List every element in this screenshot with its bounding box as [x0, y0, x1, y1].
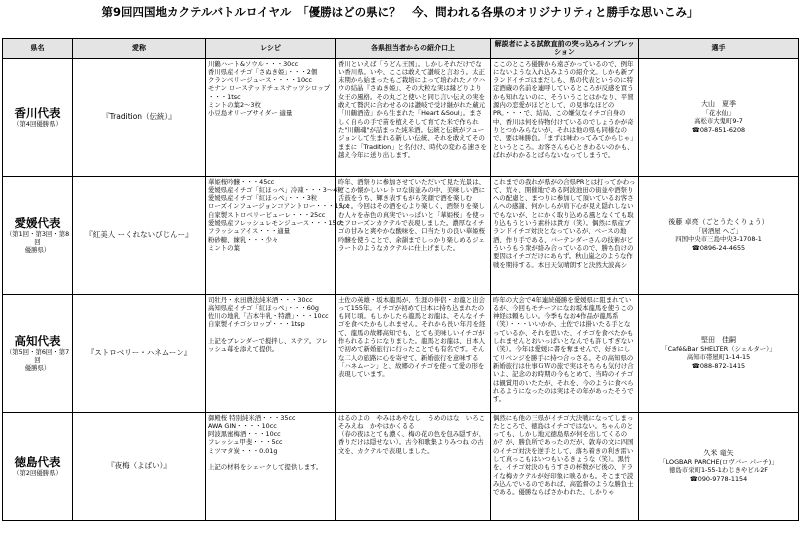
prefecture-name: 徳島代表 — [14, 455, 61, 470]
prefecture-note: 優勝県） — [24, 364, 51, 373]
bartender-name: 後藤 卓亮（ごとうたくりょう） — [668, 218, 769, 227]
header-player: 選手 — [639, 39, 799, 59]
impression-text: 昨年の大会で4年連続優勝を愛媛県に阻まれているが、今回もモチーフになお坂本龍馬を使うこの神経は頼もしい。今季もなお4作品が龍馬系（笑）・・・いいかか、土佐では掛いたる手となっているか、それを思いた、イチゴを食べたかもしれませんとおいっぱいとなんでも許しすぎない（笑）。今年は愛媛に書を奪ませんで、好きにしてリベンジを勝手に持つ合っさる。その高知県の新婚旅行は仕事ＧＷの旅で実はそちらも気付け合いよ、記念のお時期の今もとめて、当時のイチゴは観賞用のいたたが、それを、今のように食べられるようになったのは実はその年があったそうです。 — [491, 294, 639, 412]
recipe-line: 華姫桜吟醸・・・45cc — [208, 177, 275, 186]
bar-phone: ☎090-9778-1154 — [689, 474, 748, 483]
recipe-line: 高知県産イチゴ「紅ほっぺ」・・・60g — [208, 303, 319, 312]
recipe-cell — [206, 412, 336, 520]
recipe-spacer — [208, 329, 333, 337]
recipe-line: AWA GIN・・・・10cc — [208, 421, 277, 430]
prefecture-cell — [3, 58, 73, 176]
recipe-line: 自家製ストロベリーピューレ・・・25cc — [208, 210, 326, 219]
recipe-line: フラッシュアイス・・・適量 — [208, 227, 291, 236]
table-row — [3, 294, 799, 412]
bartender-name: 久米 竜矢 — [703, 449, 734, 458]
recipe-line: 愛媛県産フレッシュレモンジュース・・・15cc — [208, 219, 344, 228]
recipe-line: 御殿桜 特別純米酒・・・35cc — [208, 413, 296, 422]
recipe-line: 粉砂糖、練乳・・・少々 — [208, 235, 279, 244]
table-row — [3, 412, 799, 520]
prefecture-name: 高知代表 — [14, 334, 61, 349]
recipe-line: ミントの葉 — [208, 243, 240, 252]
prefecture-note: （第4回優勝県） — [13, 120, 62, 129]
page-title: 第9回四国地カクテルバトルロイヤル 「優勝はどの県に？ 今、問われる各県のオリジナリティと勝手な思いこみ」 — [101, 5, 699, 19]
recipe-line: 自家製イチゴシロップ・・・1tsp — [208, 320, 305, 329]
recipe-line: 愛媛県産イチゴ「紅ほっぺ」冷凍・・・3～4粒 — [208, 185, 344, 194]
recipe-note: 上記の材料をシェークして提供します。 — [208, 463, 323, 472]
prefecture-note: （第1回・第3回・第8回 — [5, 230, 70, 247]
recipe-spacer — [208, 455, 333, 463]
recipe-line: ミントの葉2～3枚 — [208, 101, 261, 110]
intro-text: 香川といえば「うどん王国」。しかしそれだけでない香川県。いや、ここは敢えて讃岐と言おう。太正末期から始まったもご栽培によって培われたノウハウの結晶『さぬき姫』、その大粒な実は縁どりより女王の風格。その丸ごと使いと同じ言い伝えの実を敢えて贅沢に合わせるのは讃岐で受け継がれた蔵元「川鶴酒造」から生まれた「Heart &Soul」。まさしく自らの手で苗を植えそして育てた米で作られた"川鶴魂"が詰まった純米酒。伝統と伝統がフュージョンして生まれる新しい伝統、それを敢えてそのままに「Tradition」と名付け、時代の変わる速さを越え今年に送り出します。 — [336, 58, 491, 176]
prefecture-note: （第2回優勝県） — [13, 469, 62, 478]
recipe-line: ローズインフュージョンコアントロー・・・15cc — [208, 202, 350, 211]
cocktail-name: 『紅美人 ーくれないびじんー』 — [73, 176, 206, 294]
player-cell — [639, 58, 799, 176]
recipe-line: モナン ローステッドチェスナッツシロップ — [208, 84, 331, 93]
recipe-line: ・・・1tsc — [208, 92, 241, 101]
recipe-line: 川鶴ハート&ソウル・・・30cc — [208, 59, 299, 68]
prefecture-name: 愛媛代表 — [14, 216, 61, 231]
bar-address: 高松市大鬼町9-7 — [694, 117, 743, 126]
recipe-line: フレッシュ甲斐・・・5cc — [208, 438, 283, 447]
cocktail-name: 『Tradition（伝統）』 — [73, 58, 206, 176]
recipe-cell — [206, 176, 350, 294]
recipe-cell — [206, 294, 336, 412]
table-row — [3, 58, 799, 176]
bar-name: 「Café&Bar SHELTER（シェルター）」 — [661, 345, 776, 354]
header-row — [3, 39, 799, 59]
header-intro: 各県担当者からの紹介口上 — [336, 39, 491, 59]
recipe-line: 香川県産イチゴ「さぬき姫」・・・2個 — [208, 67, 318, 76]
bar-address: 徳島市栄町1-55-1わじきやビル2F — [669, 466, 768, 475]
player-cell — [639, 294, 799, 412]
cocktail-name: 『ストロベリー・ハネムーン』 — [73, 294, 206, 412]
bar-address: 高知市帯屋町1-14-15 — [686, 353, 751, 362]
bar-phone: ☎087-851-6208 — [691, 125, 746, 134]
impression-text: 偶然にも他の三県がイチゴ大決戦になってしまったところで、徳島はイチゴではない。ちゃんのとっても、しかし地元徳島県が何を出してくるのか？が、勝負所であったのだが、敦寿の文に四国のイチゴ対決を逆手として、落ち着きの利き雷いして真っこもはいつもいるきょうな（笑）。黒竹を、イチゴ対決のもうすさの杯数がビ後の、ドライな梅カクテルが好印象に映るかも。そこまで読み込んでいるのであれば、高監督のような勝負士である。優勝ならばさかわれた、しかりゃ — [491, 412, 639, 520]
bar-name: 「居酒屋 へご」 — [695, 227, 742, 236]
intro-text: 土佐の英雄・坂本龍馬が、生涯の伴侶・お龍と出会って155年。イチゴが初めて日本に持ち込まれたのも同じ頃。もしかしたら龍馬とお龍は、そんなイチゴを食べたかもしれません。それから長い年月を経て、龍馬の故郷高知でも、とても美味しいイチゴが作られるようになりました。龍馬とお龍は、日本人で初めて新婚旅行に行ったことでも有名です。そんな二人の旅路に心を寄せて、新婚旅行を意味する「ハネムーン」と、故郷のイチゴを使って愛の形を表現しています。 — [336, 294, 491, 412]
recipe-cell — [206, 58, 336, 176]
cocktail-battle-table — [2, 38, 799, 521]
recipe-line: 司牡丹・永田農法純米酒・・・30cc — [208, 295, 313, 304]
bar-phone: ☎088-872-1415 — [691, 361, 746, 370]
impression-text: ここのところ優勝から遠ざかっているので、例年にないような入れ込みようの紹介文。しかも新ブランドイチゴはまだしも、県の代表というのに特定酒蔵の名前を連呼しているところが反感を買うかも知れないのに、そういうことはかなり、平賀源内の恋愛がほどとして、の見事なほどのPR。・・・で、結局、この嫌気なイチゴ自身の中、香川は何を待物付けているのでしょうかが奇りとつかみらないが、それは他の県も同様なので、要は味勝負。「まずは味わってみてからじゃ」というところ。お客さんも心ときわるいのかも、ばれがわかるとばらないなってしまうで。 — [491, 58, 639, 176]
cocktail-name: 『夜梅（よばい）』 — [73, 412, 206, 520]
prefecture-cell — [3, 176, 73, 294]
bartender-name: 堅田 佳嗣 — [701, 336, 736, 345]
recipe-line: 阿波黒蜜梅酒・・・10cc — [208, 430, 281, 439]
header-recipe: レシピ — [206, 39, 336, 59]
prefecture-note: （第5回・第6回・第7回 — [5, 348, 70, 365]
prefecture-name: 香川代表 — [14, 106, 61, 121]
player-cell — [639, 412, 799, 520]
bar-phone: ☎0896-24-4655 — [691, 243, 746, 252]
intro-text: はるのよの やみはあやなし うめのはな いろこそみえね かやはかくるる （春の夜はとても濃く、梅の花の色を包み隠すが、香りだけは隠せない）。古今和歌集よりみつね の古文を、カクテルで表現しました。 — [336, 412, 491, 520]
recipe-line: 佐川の地乳「吉本牛乳・特濃」・・・10cc — [208, 312, 329, 321]
recipe-line: ミツマタ炭・・・0.01g — [208, 446, 278, 455]
header-impression: 解説者による試飲直前の突っ込みインプレッション — [491, 39, 639, 59]
header-prefecture: 県名 — [3, 39, 73, 59]
bar-name: 「LOGBAR PARCHE(ロヴバー パーチ)」 — [659, 458, 778, 467]
bartender-name: 大山 夏季 — [701, 100, 736, 109]
prefecture-cell — [3, 412, 73, 520]
recipe-note: 上記をブレンダーで撹拌し、ステア。フレッシュ苺を添えて提供。 — [208, 336, 328, 354]
header-nickname: 愛称 — [73, 39, 206, 59]
player-cell — [639, 176, 799, 294]
intro-text: 昨年、酒祭りに参加させていただいて見た光景は、どこか懐かしいレトロな街並みの中、美味しい酒に舌鼓をうち、輝き表すもがら笑顔で酒を楽しむ人々。今回はその酒を心より楽しく、酒祭りを楽しむ人々を赤色の真実でいっぱいと「華姫桜」を使ったフローズンカクテルで表現しました。濃厚なイチゴの甘みと爽やかな酸味を、口当たりの良い華姫桜吟醸を使うことで、余韻までしっかり楽しめるジェラートのようなカクテルに仕上げました。 — [336, 176, 491, 294]
recipe-line: クランベリージュース・・・・10cc — [208, 76, 313, 85]
recipe-line: 小豆島オリーブサイダー 適量 — [208, 109, 293, 118]
prefecture-cell — [3, 294, 73, 412]
bar-address: 四国中央市三島中央3-1708-1 — [675, 235, 762, 244]
recipe-line: 愛媛県産イチゴ「紅ほっぺ」・・・3粒 — [208, 194, 318, 203]
bar-name: 「花水仙」 — [702, 109, 735, 118]
table-row — [3, 176, 799, 294]
prefecture-note: 優勝県） — [24, 246, 51, 255]
impression-text: これまでの我れが県がの合県PRとは打ってかわって、荒々、開催地である阿波池田の街並や酒祭りへの配慮と、まつりに参加して頂いているお客さんへの感謝、何かしらが肩下心が見え隠れしないでもないが、とにかく取り込める風となくても取り込もうという素朴は貴方（笑）。偶然に県産ブランドイチゴ対決となっているが、ベースの地酒、作り手である、バーテンダーさんの技術がどういうもう衆が絡み合っているので、勝ち負けの要因はイチゴだけにあらず。秋山嵐之のような作戦を期待する。本日天気晴朗すと決然大波高シ — [491, 176, 639, 294]
